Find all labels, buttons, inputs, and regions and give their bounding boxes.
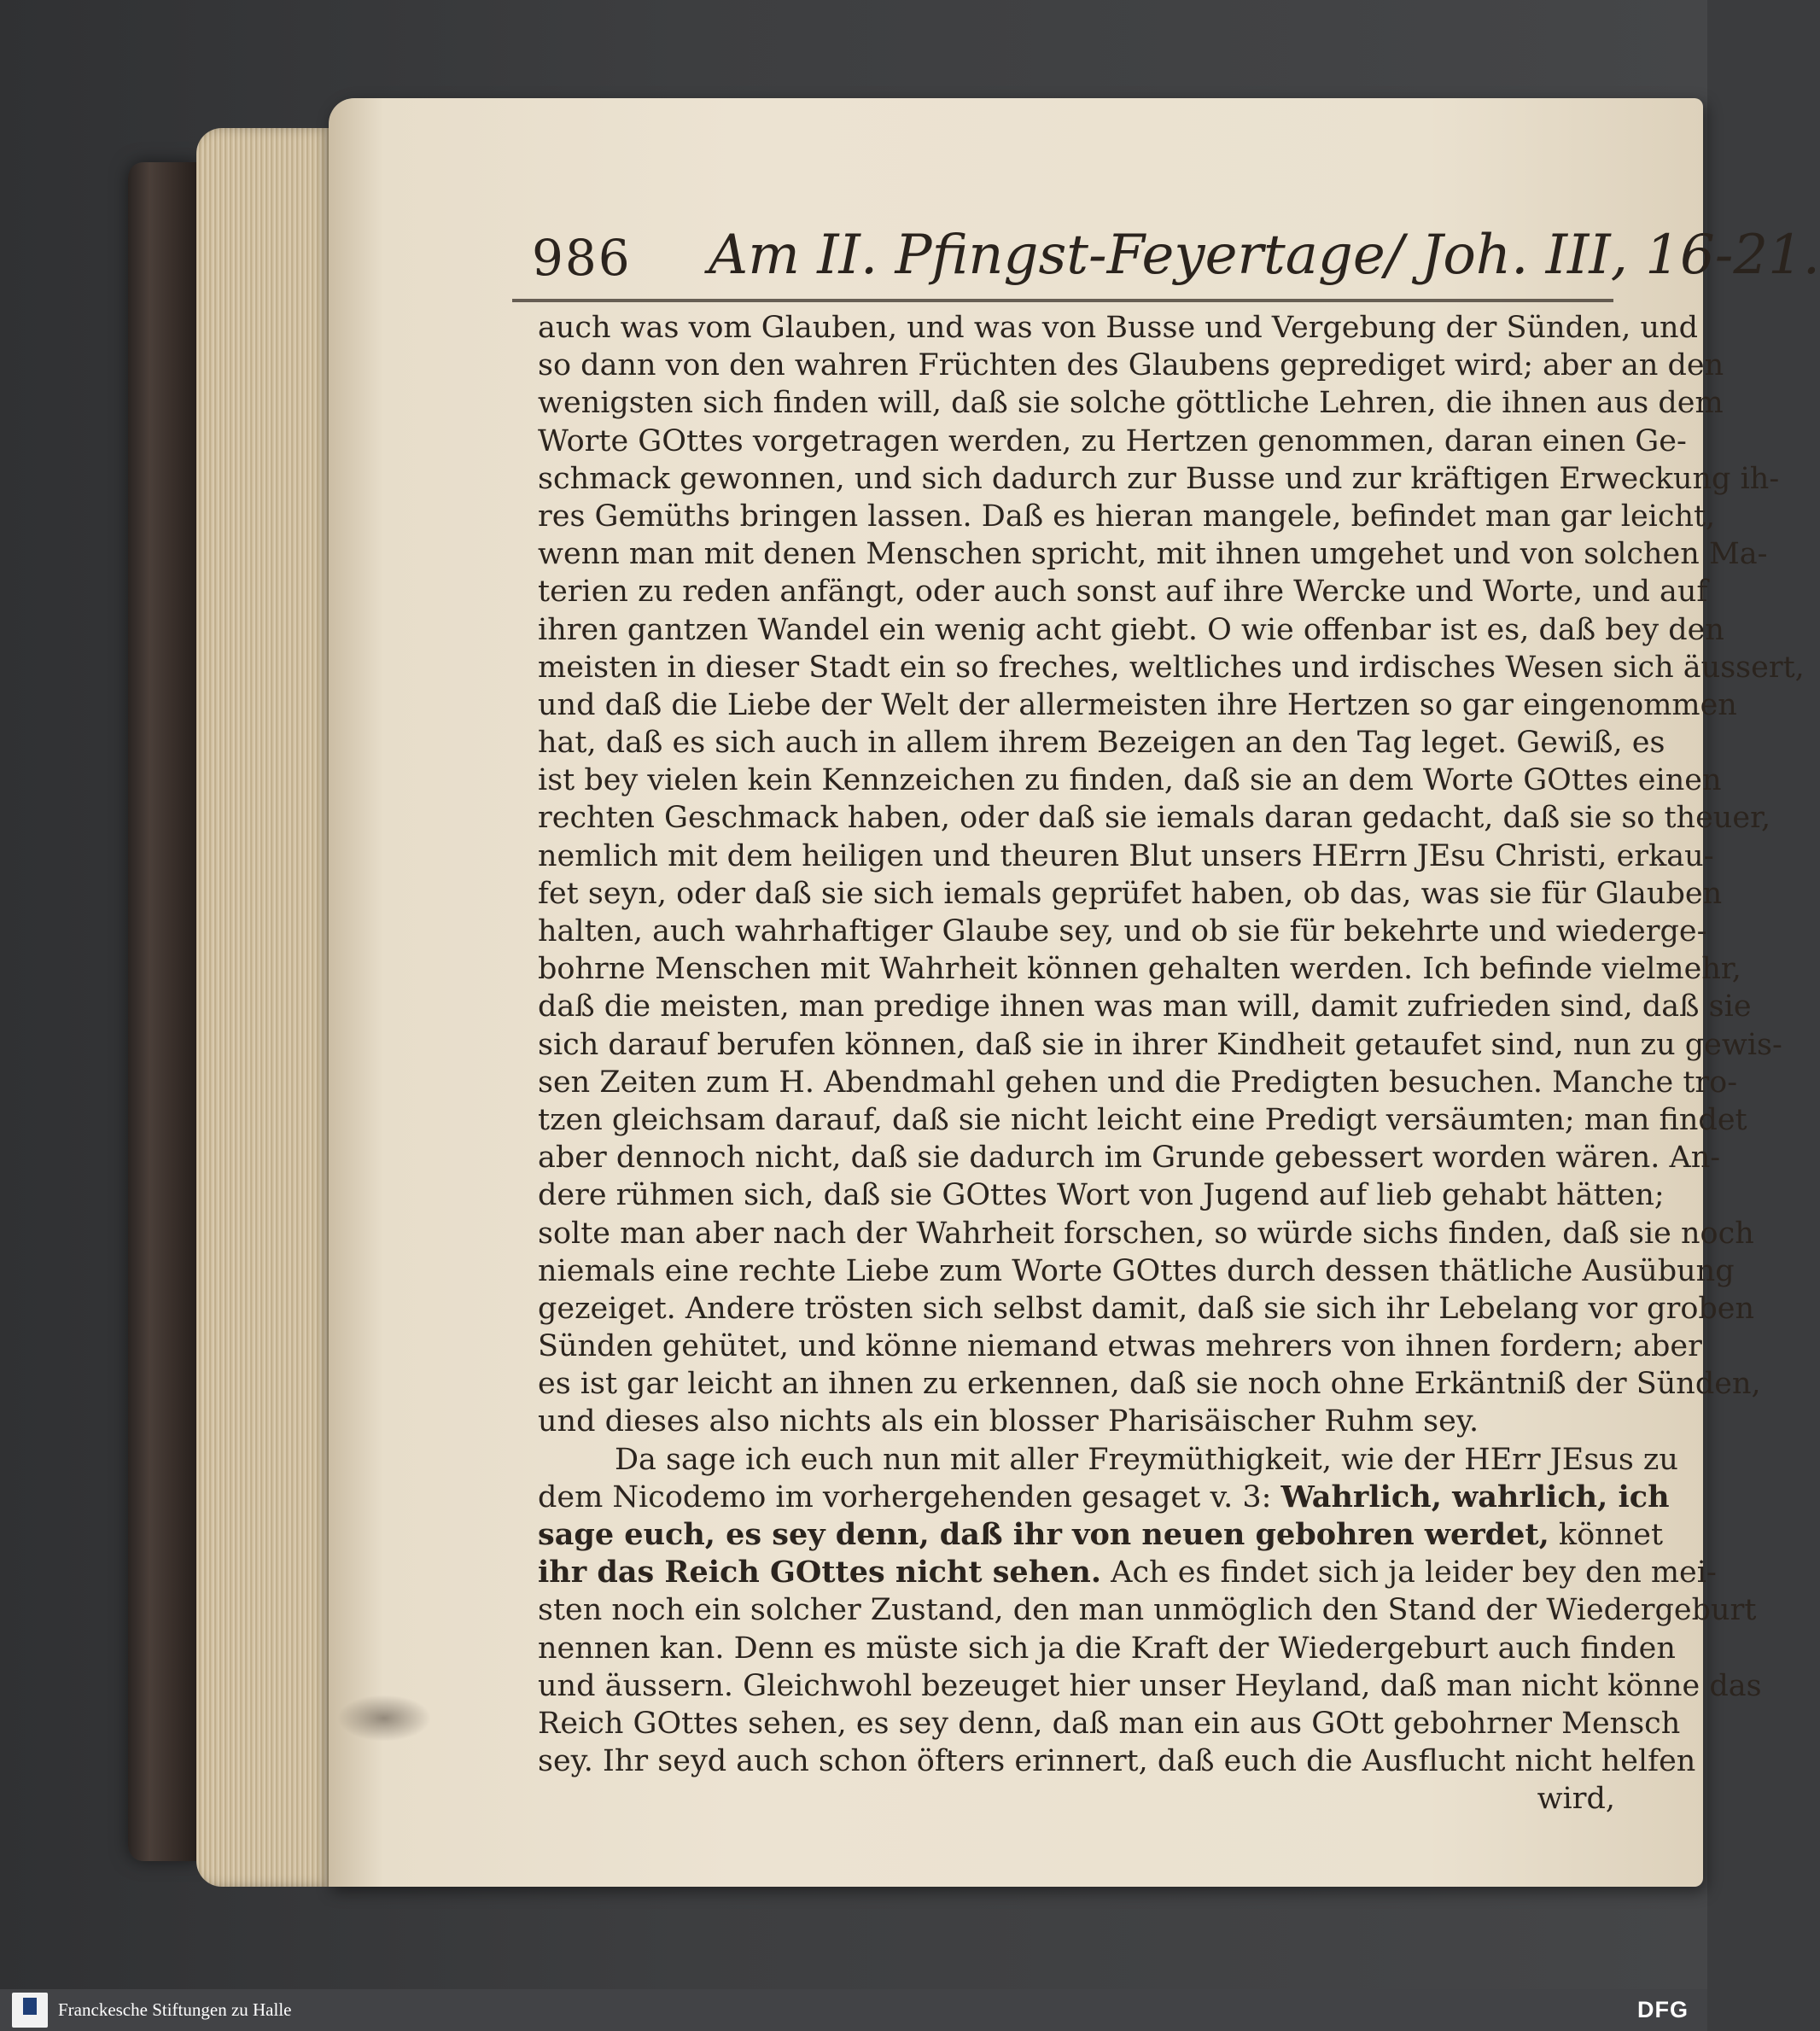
dfg-logo[interactable]: DFG	[1637, 1997, 1689, 2022]
text-line	[538, 1479, 1670, 1516]
page-stain	[337, 1695, 431, 1742]
text-line: sten noch ein solcher Zustand, den man unmöglich den Stand der Wiedergeburt	[538, 1593, 1757, 1628]
text-line: aber dennoch nicht, daß sie dadurch im Grunde gebessert worden wären. An-	[538, 1141, 1721, 1176]
text-line: wenn man mit denen Menschen spricht, mit ihnen umgehet und von solchen Ma-	[538, 537, 1768, 572]
text-line: es ist gar leicht an ihnen zu erkennen, daß sie noch ohne Erkäntniß der Sünden,	[538, 1367, 1761, 1402]
scripture-quote: sage euch, es sey denn, daß ihr von neuen gebohren werdet,	[538, 1517, 1549, 1552]
text-line: und daß die Liebe der Welt der allermeisten ihre Hertzen so gar eingenommen	[538, 687, 1737, 722]
text-line: terien zu reden anfängt, oder auch sonst auf ihre Wercke und Worte, und auf	[538, 575, 1708, 610]
text-line	[538, 1554, 1717, 1591]
text-line: schmack gewonnen, und sich dadurch zur Busse und zur kräftigen Erweckung ih-	[538, 461, 1780, 496]
text-line: halten, auch wahrhaftiger Glaube sey, und ob sie für bekehrte und wiederge-	[538, 914, 1707, 948]
running-head: Am II. Pfingst-Feyertage/ Joh. III, 16-21.	[709, 224, 1820, 287]
text-line: meisten in dieser Stadt ein so freches, weltliches und irdisches Wesen sich äussert,	[538, 650, 1805, 685]
text-line: niemals eine rechte Liebe zum Worte GOttes durch dessen thätliche Ausübung	[538, 1253, 1735, 1288]
page-number: 986	[532, 229, 632, 287]
text-line: dere rühmen sich, daß sie GOttes Wort von Jugend auf lieb gehabt hätten;	[538, 1178, 1665, 1213]
text-line	[538, 1516, 1664, 1554]
text-line: solte man aber nach der Wahrheit forschen, so würde sichs finden, daß sie noch	[538, 1216, 1754, 1251]
scripture-quote: Wahrlich, wahrlich, ich	[1280, 1479, 1670, 1514]
text-line: rechten Geschmack haben, oder daß sie iemals daran gedacht, daß sie so theuer,	[538, 801, 1771, 836]
text-line: bohrne Menschen mit Wahrheit können gehalten werden. Ich befinde vielmehr,	[538, 952, 1741, 987]
text-line: sey. Ihr seyd auch schon öfters erinnert, daß euch die Ausflucht nicht helfen	[538, 1744, 1696, 1779]
text-line: nennen kan. Denn es müste sich ja die Kraft der Wiedergeburt auch finden	[538, 1631, 1676, 1666]
text-line: und dieses also nichts als ein blosser Pharisäischer Ruhm sey.	[538, 1404, 1479, 1439]
text-line: nemlich mit dem heiligen und theuren Blut unsers HErrn JEsu Christi, erkau-	[538, 838, 1714, 873]
text-span: Ach es findet sich ja leider bey den mei-	[1101, 1555, 1717, 1590]
viewer-footer	[0, 1989, 1707, 2031]
text-line: hat, daß es sich auch in allem ihrem Bezeigen an den Tag leget. Gewiß, es	[538, 726, 1665, 761]
text-line: ihren gantzen Wandel ein wenig acht giebt. O wie offenbar ist es, daß bey den	[538, 612, 1724, 647]
page-edges	[196, 128, 333, 1887]
text-line: fet seyn, oder daß sie sich iemals geprüfet haben, ob das, was sie für Glauben	[538, 876, 1723, 911]
scripture-quote: ihr das Reich GOttes nicht sehen.	[538, 1555, 1102, 1590]
text-line: auch was vom Glauben, und was von Busse und Vergebung der Sünden, und	[538, 311, 1698, 345]
book-cover-edge	[128, 162, 201, 1861]
text-line: ist bey vielen kein Kennzeichen zu finden, daß sie an dem Worte GOttes einen	[538, 763, 1722, 798]
institution-name[interactable]: Franckesche Stiftungen zu Halle	[58, 1999, 292, 2020]
text-line: und äussern. Gleichwohl bezeuget hier unser Heyland, daß man nicht könne das	[538, 1668, 1762, 1703]
paragraph-2-first-line: Da sage ich euch nun mit aller Freymüthigkeit, wie der HErr JEsus zu	[615, 1442, 1678, 1477]
text-line: gezeiget. Andere trösten sich selbst damit, daß sie sich ihr Lebelang vor groben	[538, 1291, 1755, 1326]
body-text	[538, 309, 1805, 1818]
text-line: sen Zeiten zum H. Abendmahl gehen und die Predigten besuchen. Manche tro-	[538, 1065, 1738, 1100]
catchword: wird,	[1537, 1782, 1615, 1817]
text-line: tzen gleichsam darauf, daß sie nicht leicht eine Predigt versäumten; man findet	[538, 1102, 1747, 1137]
text-line: Worte GOttes vorgetragen werden, zu Hertzen genommen, daran einen Ge-	[538, 423, 1687, 458]
text-line: res Gemüths bringen lassen. Daß es hieran mangele, befindet man gar leicht,	[538, 499, 1716, 534]
header-rule	[512, 299, 1613, 302]
text-line: sich darauf berufen können, daß sie in ihrer Kindheit getaufet sind, nun zu gewis-	[538, 1027, 1782, 1062]
text-line: daß die meisten, man predige ihnen was man will, damit zufrieden sind, daß sie	[538, 989, 1752, 1024]
text-line: Reich GOttes sehen, es sey denn, daß man ein aus GOtt gebohrner Mensch	[538, 1706, 1681, 1741]
text-line: Sünden gehütet, und könne niemand etwas mehrers von ihnen fordern; aber	[538, 1329, 1702, 1364]
text-span: könnet	[1549, 1518, 1664, 1552]
text-line: so dann von den wahren Früchten des Glaubens geprediget wird; aber an den	[538, 348, 1724, 383]
institution-logo-icon[interactable]	[12, 1993, 48, 2028]
text-span: dem Nicodemo im vorhergehenden gesaget v. 3:	[538, 1479, 1281, 1514]
text-line: wenigsten sich finden will, daß sie solche göttliche Lehren, die ihnen aus dem	[538, 386, 1724, 421]
